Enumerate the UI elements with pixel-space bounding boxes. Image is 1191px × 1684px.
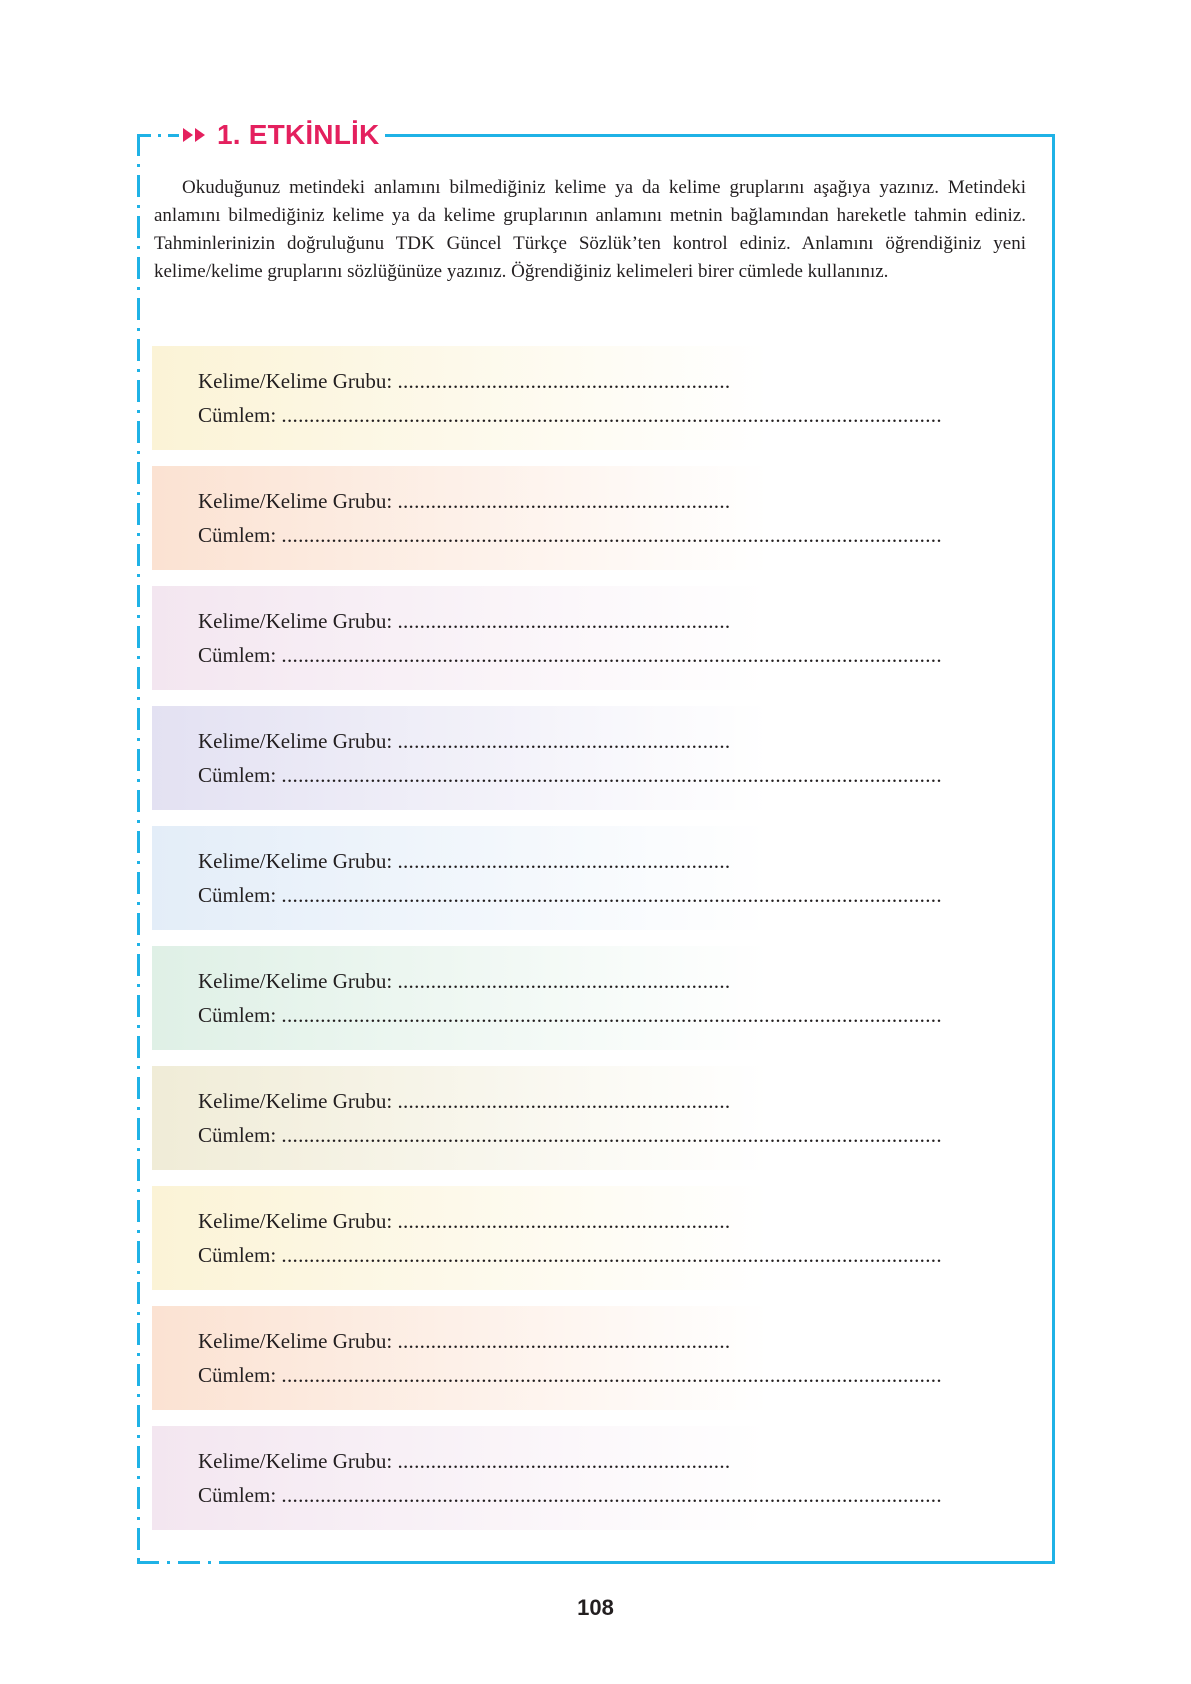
page-number: 108	[577, 1595, 614, 1620]
vocabulary-entry	[152, 346, 1032, 450]
word-label: Kelime/Kelime Grubu:	[198, 489, 393, 513]
sentence-line[interactable]	[198, 1003, 942, 1028]
frame-left-dashed-border	[137, 134, 140, 1564]
sentence-line[interactable]	[198, 763, 942, 788]
vocabulary-entry	[152, 1306, 1032, 1410]
vocabulary-entry	[152, 1426, 1032, 1530]
activity-instructions: Okuduğunuz metindeki anlamını bilmediğiniz kelime ya da kelime gruplarını aşağıya yazınız. Metindeki anlamını bilmediğiniz kelime ya da kelime gruplarının anlamını metnin bağlamından hareketle tahmin ediniz. Tahminlerinizin doğruluğunu TDK Güncel Türkçe Sözlük’ten kontrol ediniz. Anlamını öğrendiğiniz yeni kelime/kelime gruplarını sözlüğünüze yazınız. Öğrendiğiniz kelimeleri birer cümlede kullanınız.	[154, 177, 1026, 282]
vocabulary-entry	[152, 706, 1032, 810]
vocabulary-entry	[152, 586, 1032, 690]
sentence-line[interactable]	[198, 883, 942, 908]
sentence-blank[interactable]: .......................................................................................................................	[281, 1003, 942, 1027]
frame-top-border	[375, 134, 1055, 137]
word-line[interactable]	[198, 609, 730, 634]
sentence-blank[interactable]: .......................................................................................................................	[281, 1243, 942, 1267]
word-blank[interactable]: ............................................................	[397, 1449, 731, 1473]
word-label: Kelime/Kelime Grubu:	[198, 369, 393, 393]
frame-bottom-dashed-border	[137, 1561, 240, 1564]
sentence-line[interactable]	[198, 1243, 942, 1268]
activity-title-text: 1. ETKİNLİK	[217, 119, 380, 150]
sentence-label: Cümlem:	[198, 1483, 277, 1507]
word-line[interactable]	[198, 1089, 730, 1114]
sentence-blank[interactable]: .......................................................................................................................	[281, 1483, 942, 1507]
sentence-blank[interactable]: .......................................................................................................................	[281, 1363, 942, 1387]
word-label: Kelime/Kelime Grubu:	[198, 969, 393, 993]
sentence-label: Cümlem:	[198, 1123, 277, 1147]
word-label: Kelime/Kelime Grubu:	[198, 1089, 393, 1113]
word-label: Kelime/Kelime Grubu:	[198, 1329, 393, 1353]
sentence-blank[interactable]: .......................................................................................................................	[281, 763, 942, 787]
activity-title	[183, 115, 385, 155]
sentence-label: Cümlem:	[198, 1243, 277, 1267]
sentence-line[interactable]	[198, 1483, 942, 1508]
sentence-line[interactable]	[198, 523, 942, 548]
entries-list	[152, 346, 1032, 1546]
word-blank[interactable]: ............................................................	[397, 729, 731, 753]
sentence-label: Cümlem:	[198, 1003, 277, 1027]
word-blank[interactable]: ............................................................	[397, 1329, 731, 1353]
word-line[interactable]	[198, 849, 730, 874]
word-line[interactable]	[198, 1449, 730, 1474]
vocabulary-entry	[152, 1066, 1032, 1170]
sentence-label: Cümlem:	[198, 1363, 277, 1387]
word-blank[interactable]: ............................................................	[397, 969, 731, 993]
word-blank[interactable]: ............................................................	[397, 1089, 731, 1113]
word-line[interactable]	[198, 729, 730, 754]
word-line[interactable]	[198, 489, 730, 514]
sentence-line[interactable]	[198, 1123, 942, 1148]
frame-top-dashed-border	[137, 134, 179, 137]
sentence-label: Cümlem:	[198, 643, 277, 667]
vocabulary-entry	[152, 1186, 1032, 1290]
vocabulary-entry	[152, 826, 1032, 930]
sentence-label: Cümlem:	[198, 883, 277, 907]
word-blank[interactable]: ............................................................	[397, 489, 731, 513]
sentence-line[interactable]	[198, 403, 942, 428]
sentence-blank[interactable]: .......................................................................................................................	[281, 643, 942, 667]
word-blank[interactable]: ............................................................	[397, 609, 731, 633]
word-label: Kelime/Kelime Grubu:	[198, 609, 393, 633]
word-label: Kelime/Kelime Grubu:	[198, 849, 393, 873]
vocabulary-entry	[152, 946, 1032, 1050]
word-blank[interactable]: ............................................................	[397, 849, 731, 873]
sentence-blank[interactable]: .......................................................................................................................	[281, 523, 942, 547]
sentence-blank[interactable]: .......................................................................................................................	[281, 1123, 942, 1147]
vocabulary-entry	[152, 466, 1032, 570]
frame-right-border	[1052, 134, 1055, 1564]
word-blank[interactable]: ............................................................	[397, 369, 731, 393]
sentence-line[interactable]	[198, 643, 942, 668]
word-blank[interactable]: ............................................................	[397, 1209, 731, 1233]
word-label: Kelime/Kelime Grubu:	[198, 729, 393, 753]
sentence-label: Cümlem:	[198, 763, 277, 787]
frame-bottom-border	[240, 1561, 1055, 1564]
word-line[interactable]	[198, 369, 730, 394]
sentence-blank[interactable]: .......................................................................................................................	[281, 883, 942, 907]
word-label: Kelime/Kelime Grubu:	[198, 1449, 393, 1473]
sentence-blank[interactable]: .......................................................................................................................	[281, 403, 942, 427]
word-line[interactable]	[198, 1329, 730, 1354]
sentence-label: Cümlem:	[198, 403, 277, 427]
word-line[interactable]	[198, 969, 730, 994]
word-line[interactable]	[198, 1209, 730, 1234]
sentence-label: Cümlem:	[198, 523, 277, 547]
word-label: Kelime/Kelime Grubu:	[198, 1209, 393, 1233]
double-play-arrows-icon	[183, 126, 211, 144]
sentence-line[interactable]	[198, 1363, 942, 1388]
